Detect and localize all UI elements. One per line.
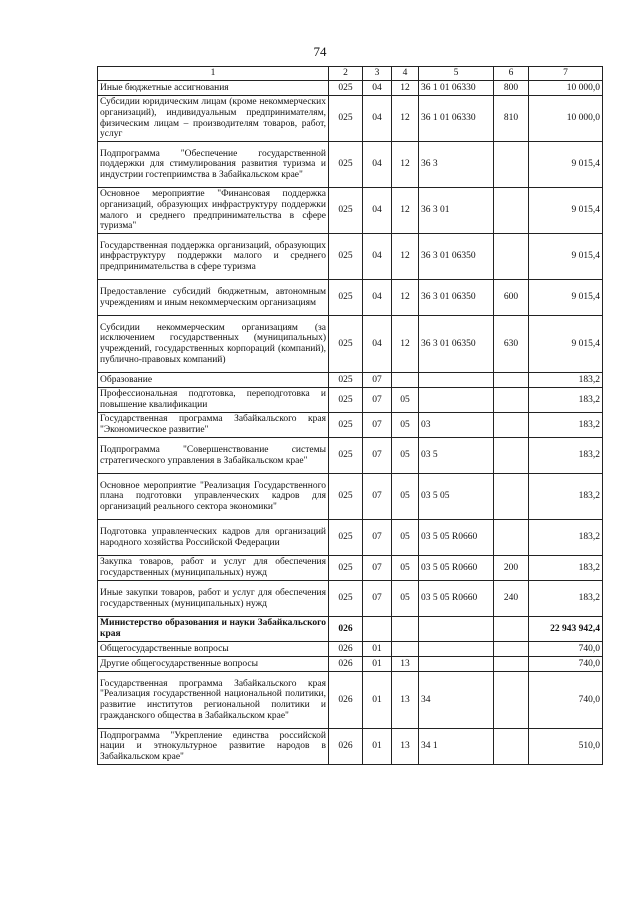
header-cell: 2 (329, 67, 363, 81)
table-row (98, 234, 603, 280)
row-subsection-cell: 13 (392, 672, 419, 729)
row-code-cell: 026 (329, 617, 363, 642)
table-row (98, 581, 603, 617)
row-amount-cell: 10 000,0 (529, 81, 603, 96)
row-subsection-cell: 12 (392, 280, 419, 316)
row-subsection-cell: 05 (392, 438, 419, 474)
row-section-cell: 07 (363, 556, 392, 581)
row-amount-cell: 10 000,0 (529, 96, 603, 142)
row-target-cell: 36 1 01 06330 (419, 96, 494, 142)
row-name-cell: Субсидии юридическим лицам (кроме некоммерческих организаций), индивидуальным предпринимателям, физическим лицам – производителям товаров, работ, услуг (98, 96, 329, 142)
table-row (98, 520, 603, 556)
row-subsection-cell: 05 (392, 556, 419, 581)
row-subsection-cell: 05 (392, 520, 419, 556)
header-cell: 7 (529, 67, 603, 81)
row-name-cell: Подпрограмма "Совершенствование системы стратегического управления в Забайкальском крае" (98, 438, 329, 474)
row-amount-cell: 9 015,4 (529, 234, 603, 280)
row-section-cell: 04 (363, 316, 392, 373)
row-target-cell: 03 5 05 (419, 474, 494, 520)
row-section-cell: 07 (363, 388, 392, 413)
row-name-cell: Общегосударственные вопросы (98, 642, 329, 657)
table-row (98, 657, 603, 672)
table-row (98, 642, 603, 657)
row-subsection-cell: 05 (392, 413, 419, 438)
row-type-cell (494, 474, 529, 520)
row-amount-cell: 740,0 (529, 657, 603, 672)
row-type-cell (494, 642, 529, 657)
table-row (98, 96, 603, 142)
row-name-cell: Иные бюджетные ассигнования (98, 81, 329, 96)
row-section-cell: 01 (363, 672, 392, 729)
row-subsection-cell: 13 (392, 729, 419, 765)
row-name-cell: Государственная программа Забайкальского края "Реализация государственной национальной политики, развитие институтов региональной политики и гражданского общества в Забайкальском крае" (98, 672, 329, 729)
row-code-cell: 025 (329, 581, 363, 617)
row-amount-cell: 183,2 (529, 388, 603, 413)
row-code-cell: 025 (329, 388, 363, 413)
row-target-cell: 03 5 05 R0660 (419, 556, 494, 581)
row-code-cell: 026 (329, 672, 363, 729)
row-code-cell: 025 (329, 520, 363, 556)
row-code-cell: 025 (329, 413, 363, 438)
row-type-cell (494, 142, 529, 188)
row-subsection-cell: 12 (392, 81, 419, 96)
row-name-cell: Основное мероприятие "Реализация Государственного плана подготовки управленческих кадров для организаций реального сектора экономики" (98, 474, 329, 520)
row-section-cell: 04 (363, 188, 392, 234)
row-subsection-cell (392, 617, 419, 642)
row-name-cell: Предоставление субсидий бюджетным, автономным учреждениям и иным некоммерческим организациям (98, 280, 329, 316)
row-name-cell: Закупка товаров, работ и услуг для обеспечения государственных (муниципальных) нужд (98, 556, 329, 581)
row-target-cell (419, 657, 494, 672)
row-code-cell: 025 (329, 373, 363, 388)
row-section-cell: 04 (363, 280, 392, 316)
row-subsection-cell: 05 (392, 581, 419, 617)
row-amount-cell: 510,0 (529, 729, 603, 765)
row-name-cell: Министерство образования и науки Забайкальского края (98, 617, 329, 642)
row-amount-cell: 9 015,4 (529, 316, 603, 373)
row-code-cell: 026 (329, 729, 363, 765)
row-target-cell: 36 3 01 (419, 188, 494, 234)
row-code-cell: 025 (329, 316, 363, 373)
row-type-cell (494, 657, 529, 672)
header-cell: 3 (363, 67, 392, 81)
row-target-cell (419, 388, 494, 413)
row-section-cell (363, 617, 392, 642)
row-target-cell (419, 373, 494, 388)
table-row (98, 438, 603, 474)
row-subsection-cell: 12 (392, 142, 419, 188)
row-name-cell: Подпрограмма "Обеспечение государственной поддержки для стимулирования развития туризма и индустрии гостеприимства в Забайкальском крае" (98, 142, 329, 188)
table-header-row (98, 67, 603, 81)
row-amount-cell: 9 015,4 (529, 188, 603, 234)
row-target-cell: 36 1 01 06330 (419, 81, 494, 96)
row-type-cell (494, 388, 529, 413)
table-row (98, 316, 603, 373)
row-name-cell: Образование (98, 373, 329, 388)
table-row (98, 617, 603, 642)
table-row (98, 556, 603, 581)
row-subsection-cell: 12 (392, 234, 419, 280)
table-row (98, 81, 603, 96)
row-code-cell: 025 (329, 234, 363, 280)
row-code-cell: 025 (329, 188, 363, 234)
row-code-cell: 026 (329, 642, 363, 657)
table-body (98, 67, 603, 765)
header-cell: 6 (494, 67, 529, 81)
row-code-cell: 026 (329, 657, 363, 672)
row-code-cell: 025 (329, 556, 363, 581)
row-section-cell: 07 (363, 438, 392, 474)
row-target-cell: 34 1 (419, 729, 494, 765)
row-name-cell: Профессиональная подготовка, переподготовка и повышение квалификации (98, 388, 329, 413)
budget-table (97, 66, 603, 765)
row-section-cell: 07 (363, 413, 392, 438)
row-name-cell: Государственная программа Забайкальского края "Экономическое развитие" (98, 413, 329, 438)
table-row (98, 142, 603, 188)
row-name-cell: Другие общегосударственные вопросы (98, 657, 329, 672)
table-row (98, 413, 603, 438)
row-type-cell (494, 373, 529, 388)
row-section-cell: 04 (363, 96, 392, 142)
row-section-cell: 04 (363, 81, 392, 96)
row-type-cell: 630 (494, 316, 529, 373)
row-target-cell: 03 (419, 413, 494, 438)
row-subsection-cell (392, 642, 419, 657)
row-type-cell (494, 729, 529, 765)
row-target-cell: 36 3 01 06350 (419, 316, 494, 373)
row-target-cell: 03 5 05 R0660 (419, 520, 494, 556)
row-target-cell (419, 617, 494, 642)
row-target-cell: 36 3 01 06350 (419, 234, 494, 280)
row-subsection-cell: 12 (392, 316, 419, 373)
row-amount-cell: 740,0 (529, 672, 603, 729)
row-amount-cell: 740,0 (529, 642, 603, 657)
row-name-cell: Подпрограмма "Укрепление единства российской нации и этнокультурное развитие народов в Забайкальском крае" (98, 729, 329, 765)
row-subsection-cell (392, 373, 419, 388)
row-target-cell: 03 5 (419, 438, 494, 474)
table-row (98, 280, 603, 316)
header-cell: 5 (419, 67, 494, 81)
row-type-cell (494, 234, 529, 280)
row-target-cell: 36 3 01 06350 (419, 280, 494, 316)
row-amount-cell: 183,2 (529, 581, 603, 617)
row-subsection-cell: 05 (392, 474, 419, 520)
row-section-cell: 07 (363, 373, 392, 388)
row-amount-cell: 183,2 (529, 413, 603, 438)
row-section-cell: 07 (363, 474, 392, 520)
row-code-cell: 025 (329, 280, 363, 316)
row-type-cell (494, 617, 529, 642)
table-row (98, 188, 603, 234)
row-type-cell: 800 (494, 81, 529, 96)
row-section-cell: 04 (363, 142, 392, 188)
row-section-cell: 04 (363, 234, 392, 280)
row-section-cell: 01 (363, 729, 392, 765)
row-amount-cell: 9 015,4 (529, 142, 603, 188)
row-amount-cell: 183,2 (529, 520, 603, 556)
row-type-cell (494, 413, 529, 438)
row-target-cell (419, 642, 494, 657)
row-type-cell (494, 188, 529, 234)
row-target-cell: 03 5 05 R0660 (419, 581, 494, 617)
row-type-cell (494, 438, 529, 474)
table-row (98, 388, 603, 413)
row-name-cell: Субсидии некоммерческим организациям (за исключением государственных (муниципальных) учреждений, государственных корпораций (компаний), публично-правовых компаний) (98, 316, 329, 373)
row-amount-cell: 22 943 942,4 (529, 617, 603, 642)
row-code-cell: 025 (329, 96, 363, 142)
row-subsection-cell: 12 (392, 96, 419, 142)
header-cell: 1 (98, 67, 329, 81)
row-name-cell: Основное мероприятие "Финансовая поддержка организаций, образующих инфраструктуру поддержки малого и среднего предпринимательства в сфере туризма" (98, 188, 329, 234)
row-target-cell: 34 (419, 672, 494, 729)
row-amount-cell: 183,2 (529, 373, 603, 388)
row-name-cell: Подготовка управленческих кадров для организаций народного хозяйства Российской Федерации (98, 520, 329, 556)
row-type-cell (494, 672, 529, 729)
row-section-cell: 01 (363, 657, 392, 672)
row-code-cell: 025 (329, 438, 363, 474)
row-subsection-cell: 13 (392, 657, 419, 672)
row-code-cell: 025 (329, 81, 363, 96)
row-name-cell: Иные закупки товаров, работ и услуг для обеспечения государственных (муниципальных) нужд (98, 581, 329, 617)
row-type-cell (494, 520, 529, 556)
row-subsection-cell: 12 (392, 188, 419, 234)
row-type-cell: 600 (494, 280, 529, 316)
row-code-cell: 025 (329, 142, 363, 188)
table-row (98, 729, 603, 765)
row-type-cell: 240 (494, 581, 529, 617)
table-row (98, 474, 603, 520)
row-type-cell: 810 (494, 96, 529, 142)
row-section-cell: 01 (363, 642, 392, 657)
row-amount-cell: 183,2 (529, 556, 603, 581)
row-section-cell: 07 (363, 520, 392, 556)
table-row (98, 672, 603, 729)
row-type-cell: 200 (494, 556, 529, 581)
row-amount-cell: 183,2 (529, 474, 603, 520)
row-section-cell: 07 (363, 581, 392, 617)
row-amount-cell: 183,2 (529, 438, 603, 474)
row-subsection-cell: 05 (392, 388, 419, 413)
page-number: 74 (313, 44, 327, 59)
row-name-cell: Государственная поддержка организаций, образующих инфраструктуру поддержки малого и среднего предпринимательства в сфере туризма (98, 234, 329, 280)
row-amount-cell: 9 015,4 (529, 280, 603, 316)
row-target-cell: 36 3 (419, 142, 494, 188)
table-row (98, 373, 603, 388)
header-cell: 4 (392, 67, 419, 81)
row-code-cell: 025 (329, 474, 363, 520)
